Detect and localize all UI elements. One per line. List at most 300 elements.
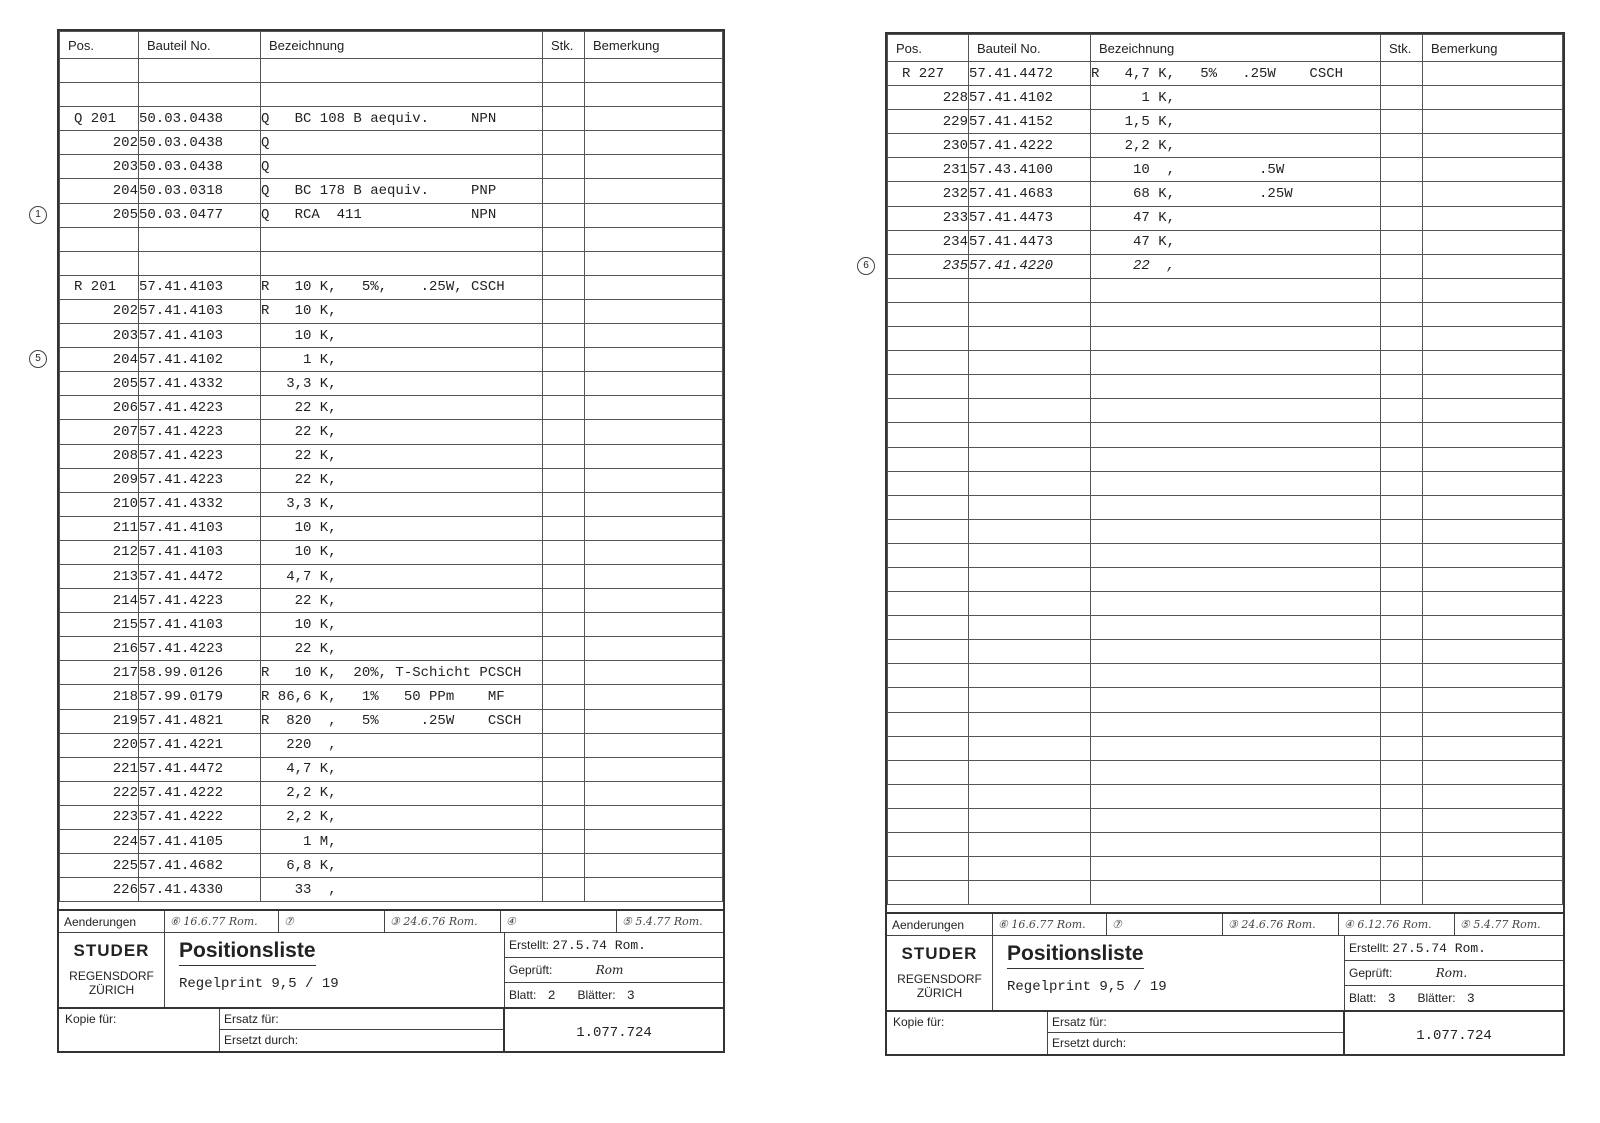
table-row xyxy=(60,203,723,227)
pos-cell xyxy=(888,471,969,495)
description-cell: 22 K, xyxy=(261,589,543,613)
pos-cell xyxy=(888,712,969,736)
pos-cell xyxy=(888,736,969,760)
part-number-cell xyxy=(969,423,1091,447)
remark-cell xyxy=(1423,784,1563,808)
remark-cell xyxy=(1423,616,1563,640)
parts-table xyxy=(887,34,1563,905)
pos-cell: 218 xyxy=(60,685,139,709)
table-row xyxy=(888,447,1563,471)
part-number-cell xyxy=(969,375,1091,399)
remark-cell xyxy=(585,372,723,396)
remark-cell xyxy=(1423,664,1563,688)
revision-6: ⑥ 16.6.77 Rom. xyxy=(165,911,279,932)
description-cell xyxy=(261,59,543,83)
remark-cell xyxy=(1423,592,1563,616)
remark-cell xyxy=(585,589,723,613)
table-row xyxy=(60,227,723,251)
description-cell xyxy=(1091,833,1381,857)
pos-cell xyxy=(888,616,969,640)
description-cell xyxy=(1091,640,1381,664)
quantity-cell xyxy=(1381,182,1423,206)
pos-cell: 205 xyxy=(60,203,139,227)
part-number-cell xyxy=(969,784,1091,808)
parts-list-sheet-3 xyxy=(863,32,1565,1056)
pos-cell: 229 xyxy=(888,110,969,134)
table-row xyxy=(60,637,723,661)
part-number-cell xyxy=(969,399,1091,423)
pos-cell: 209 xyxy=(60,468,139,492)
remark-cell xyxy=(1423,230,1563,254)
description-cell xyxy=(1091,808,1381,832)
remark-cell xyxy=(1423,278,1563,302)
table-row xyxy=(888,399,1563,423)
remark-cell xyxy=(585,131,723,155)
remark-cell xyxy=(585,878,723,902)
parts-list-sheet-2 xyxy=(35,29,725,1053)
replace-block xyxy=(1047,1012,1345,1054)
remark-cell xyxy=(1423,760,1563,784)
table-row xyxy=(60,781,723,805)
pos-cell xyxy=(60,83,139,107)
description-cell: Q xyxy=(261,131,543,155)
pos-cell: 226 xyxy=(60,878,139,902)
description-cell xyxy=(1091,327,1381,351)
description-cell: 6,8 K, xyxy=(261,854,543,878)
table-row xyxy=(888,254,1563,278)
remark-cell xyxy=(1423,495,1563,519)
sign-block xyxy=(1345,936,1563,1010)
doc-title: Positionsliste xyxy=(179,939,316,966)
city-line-1: REGENSDORF xyxy=(69,969,154,983)
description-cell: 47 K, xyxy=(1091,206,1381,230)
header-remark: Bemerkung xyxy=(585,32,723,59)
part-number-cell xyxy=(969,640,1091,664)
part-number-cell: 50.03.0318 xyxy=(139,179,261,203)
part-number-cell xyxy=(969,351,1091,375)
changes-label: Aenderungen xyxy=(59,911,165,932)
part-number-cell: 57.41.4330 xyxy=(139,878,261,902)
table-row xyxy=(60,589,723,613)
checked-signature: Rom xyxy=(595,963,624,977)
part-number-cell: 57.41.4103 xyxy=(139,299,261,323)
part-number-cell: 57.41.4103 xyxy=(139,516,261,540)
quantity-cell xyxy=(543,661,585,685)
pos-cell xyxy=(888,640,969,664)
part-number-cell xyxy=(969,278,1091,302)
revision-7: ⑦ xyxy=(1107,914,1223,935)
quantity-cell xyxy=(1381,327,1423,351)
part-number-cell: 57.41.4102 xyxy=(969,86,1091,110)
pos-cell: 225 xyxy=(60,854,139,878)
part-number-cell: 57.41.4473 xyxy=(969,230,1091,254)
part-number-cell: 57.41.4223 xyxy=(139,420,261,444)
quantity-cell xyxy=(1381,857,1423,881)
revision-row xyxy=(887,914,1563,936)
remark-cell xyxy=(585,348,723,372)
table-row xyxy=(888,688,1563,712)
table-row xyxy=(888,808,1563,832)
header-pos: Pos. xyxy=(888,35,969,62)
description-cell: 22 K, xyxy=(261,637,543,661)
table-row xyxy=(888,182,1563,206)
remark-cell xyxy=(1423,567,1563,591)
pos-cell xyxy=(888,302,969,326)
description-cell: 47 K, xyxy=(1091,230,1381,254)
description-cell: 2,2 K, xyxy=(1091,134,1381,158)
part-number-cell: 57.41.4223 xyxy=(139,444,261,468)
remark-cell xyxy=(585,275,723,299)
document-number: 1.077.724 xyxy=(1416,1028,1492,1044)
description-cell: 1 K, xyxy=(261,348,543,372)
table-row xyxy=(888,664,1563,688)
remark-cell xyxy=(585,107,723,131)
pos-cell: 234 xyxy=(888,230,969,254)
part-number-cell: 57.41.4103 xyxy=(139,540,261,564)
part-number-cell: 57.43.4100 xyxy=(969,158,1091,182)
pos-cell: 203 xyxy=(60,155,139,179)
part-number-cell: 58.99.0126 xyxy=(139,661,261,685)
table-row xyxy=(888,495,1563,519)
description-cell: R 10 K, xyxy=(261,299,543,323)
pos-cell xyxy=(888,664,969,688)
description-cell xyxy=(1091,375,1381,399)
changes-label: Aenderungen xyxy=(887,914,993,935)
company-block xyxy=(59,933,165,1007)
remark-cell xyxy=(1423,399,1563,423)
quantity-cell xyxy=(543,107,585,131)
header-remark: Bemerkung xyxy=(1423,35,1563,62)
pos-cell xyxy=(888,543,969,567)
pos-cell: 215 xyxy=(60,613,139,637)
quantity-cell xyxy=(543,251,585,275)
pos-cell xyxy=(888,857,969,881)
description-cell xyxy=(1091,857,1381,881)
remark-cell xyxy=(1423,736,1563,760)
part-number-cell xyxy=(969,808,1091,832)
remark-cell xyxy=(1423,158,1563,182)
copy-label: Kopie für: xyxy=(893,1015,945,1029)
title-row xyxy=(59,933,723,1009)
description-cell: 68 K, .25W xyxy=(1091,182,1381,206)
pos-cell: 205 xyxy=(60,372,139,396)
pos-cell: 214 xyxy=(60,589,139,613)
description-cell: Q RCA 411 NPN xyxy=(261,203,543,227)
replace-label: Ersatz für: xyxy=(1047,1012,1343,1033)
quantity-cell xyxy=(1381,495,1423,519)
quantity-cell xyxy=(1381,254,1423,278)
remark-cell xyxy=(1423,375,1563,399)
pos-cell: R 227 xyxy=(888,62,969,86)
quantity-cell xyxy=(543,444,585,468)
quantity-cell xyxy=(543,83,585,107)
table-row xyxy=(888,423,1563,447)
remark-cell xyxy=(585,637,723,661)
description-cell: 33 , xyxy=(261,878,543,902)
table-row xyxy=(888,230,1563,254)
quantity-cell xyxy=(543,275,585,299)
doc-subtitle: Regelprint 9,5 / 19 xyxy=(1007,979,1167,995)
remark-cell xyxy=(1423,833,1563,857)
remark-cell xyxy=(1423,327,1563,351)
pos-cell xyxy=(888,592,969,616)
header-part: Bauteil No. xyxy=(969,35,1091,62)
header-pos: Pos. xyxy=(60,32,139,59)
quantity-cell xyxy=(543,227,585,251)
table-row xyxy=(888,302,1563,326)
remark-cell xyxy=(585,757,723,781)
table-row xyxy=(60,251,723,275)
quantity-cell xyxy=(543,131,585,155)
pos-cell xyxy=(888,327,969,351)
remark-cell xyxy=(585,299,723,323)
quantity-cell xyxy=(543,348,585,372)
remark-cell xyxy=(585,59,723,83)
pos-cell: 204 xyxy=(60,179,139,203)
title-row xyxy=(887,936,1563,1012)
part-number-cell xyxy=(969,833,1091,857)
quantity-cell xyxy=(543,878,585,902)
part-number-cell: 57.41.4472 xyxy=(969,62,1091,86)
remark-cell xyxy=(1423,447,1563,471)
part-number-cell xyxy=(969,519,1091,543)
pos-cell: 235 xyxy=(888,254,969,278)
quantity-cell xyxy=(543,564,585,588)
table-row xyxy=(888,110,1563,134)
checked-row xyxy=(505,958,723,983)
quantity-cell xyxy=(1381,110,1423,134)
table-row xyxy=(888,62,1563,86)
part-number-cell xyxy=(969,471,1091,495)
quantity-cell xyxy=(1381,206,1423,230)
created-label: Erstellt: xyxy=(509,938,550,952)
quantity-cell xyxy=(543,540,585,564)
table-row xyxy=(60,757,723,781)
replace-label: Ersatz für: xyxy=(219,1009,503,1030)
description-cell xyxy=(1091,399,1381,423)
remark-cell xyxy=(585,709,723,733)
quantity-cell xyxy=(543,757,585,781)
table-row xyxy=(60,131,723,155)
description-cell: R 10 K, 20%, T-Schicht PCSCH xyxy=(261,661,543,685)
remark-cell xyxy=(585,516,723,540)
description-cell xyxy=(1091,495,1381,519)
description-cell: Q xyxy=(261,155,543,179)
pos-cell: 224 xyxy=(60,830,139,854)
quantity-cell xyxy=(543,179,585,203)
header-part: Bauteil No. xyxy=(139,32,261,59)
sheet-row xyxy=(505,983,723,1008)
quantity-cell xyxy=(1381,230,1423,254)
description-cell: 4,7 K, xyxy=(261,564,543,588)
table-row xyxy=(60,324,723,348)
created-value: 27.5.74 Rom. xyxy=(552,938,646,953)
quantity-cell xyxy=(1381,688,1423,712)
sheet-value: 3 xyxy=(1387,991,1396,1006)
sheet-label: Blatt: xyxy=(509,988,537,1002)
remark-cell xyxy=(1423,134,1563,158)
quantity-cell xyxy=(543,420,585,444)
part-number-cell: 57.41.4332 xyxy=(139,372,261,396)
table-row xyxy=(888,592,1563,616)
remark-cell xyxy=(1423,640,1563,664)
pos-cell xyxy=(888,495,969,519)
description-cell xyxy=(1091,447,1381,471)
parts-table xyxy=(59,31,723,902)
quantity-cell xyxy=(1381,712,1423,736)
part-number-cell: 57.41.4472 xyxy=(139,757,261,781)
table-row xyxy=(888,640,1563,664)
table-row xyxy=(60,444,723,468)
remark-cell xyxy=(1423,543,1563,567)
part-number-cell xyxy=(969,592,1091,616)
quantity-cell xyxy=(1381,519,1423,543)
table-row xyxy=(60,107,723,131)
pos-cell xyxy=(888,881,969,905)
table-row xyxy=(888,736,1563,760)
part-number-cell xyxy=(139,251,261,275)
table-row xyxy=(60,854,723,878)
part-number-cell xyxy=(969,736,1091,760)
part-number-cell: 57.41.4105 xyxy=(139,830,261,854)
pos-cell: 217 xyxy=(60,661,139,685)
table-row xyxy=(60,299,723,323)
remark-cell xyxy=(585,685,723,709)
description-cell xyxy=(1091,688,1381,712)
part-number-cell xyxy=(969,495,1091,519)
remark-cell xyxy=(1423,302,1563,326)
doc-title-block xyxy=(165,933,505,1007)
part-number-cell: 57.41.4223 xyxy=(139,637,261,661)
description-cell xyxy=(1091,423,1381,447)
city-line-2: ZÜRICH xyxy=(916,986,963,1000)
quantity-cell xyxy=(543,589,585,613)
description-cell xyxy=(1091,881,1381,905)
description-cell: 3,3 K, xyxy=(261,492,543,516)
pos-cell: 232 xyxy=(888,182,969,206)
table-row xyxy=(60,468,723,492)
checked-row xyxy=(1345,961,1563,986)
table-row xyxy=(888,784,1563,808)
table-row xyxy=(60,516,723,540)
table-row xyxy=(888,760,1563,784)
quantity-cell xyxy=(543,733,585,757)
description-cell: 2,2 K, xyxy=(261,805,543,829)
remark-cell xyxy=(1423,351,1563,375)
table-row xyxy=(60,540,723,564)
part-number-cell: 50.03.0438 xyxy=(139,131,261,155)
quantity-cell xyxy=(543,372,585,396)
part-number-cell: 57.41.4472 xyxy=(139,564,261,588)
part-number-cell: 57.41.4222 xyxy=(139,805,261,829)
pos-cell: R 201 xyxy=(60,275,139,299)
description-cell xyxy=(1091,519,1381,543)
table-row xyxy=(60,275,723,299)
revision-mark: 5 xyxy=(29,350,47,368)
doc-title: Positionsliste xyxy=(1007,942,1144,969)
description-cell xyxy=(1091,784,1381,808)
part-number-cell: 50.03.0477 xyxy=(139,203,261,227)
checked-label: Geprüft: xyxy=(1349,966,1393,980)
part-number-cell: 50.03.0438 xyxy=(139,107,261,131)
description-cell xyxy=(1091,351,1381,375)
header-desc: Bezeichnung xyxy=(261,32,543,59)
table-row xyxy=(888,351,1563,375)
part-number-cell xyxy=(969,616,1091,640)
pos-cell xyxy=(888,567,969,591)
table-row xyxy=(888,375,1563,399)
quantity-cell xyxy=(1381,158,1423,182)
remark-cell xyxy=(585,830,723,854)
sheets-label: Blätter: xyxy=(1417,991,1456,1005)
remark-cell xyxy=(585,227,723,251)
description-cell xyxy=(1091,664,1381,688)
part-number-cell: 50.03.0438 xyxy=(139,155,261,179)
remark-cell xyxy=(1423,254,1563,278)
pos-cell xyxy=(60,59,139,83)
part-number-cell: 57.41.4102 xyxy=(139,348,261,372)
copy-label: Kopie für: xyxy=(65,1012,117,1026)
pos-cell: 223 xyxy=(60,805,139,829)
remark-cell xyxy=(585,444,723,468)
part-number-cell xyxy=(139,227,261,251)
part-number-cell: 57.41.4103 xyxy=(139,324,261,348)
part-number-cell: 57.41.4103 xyxy=(139,275,261,299)
sign-block xyxy=(505,933,723,1007)
table-row xyxy=(60,59,723,83)
header-qty: Stk. xyxy=(1381,35,1423,62)
part-number-cell: 57.41.4223 xyxy=(139,396,261,420)
pos-cell: 202 xyxy=(60,299,139,323)
quantity-cell xyxy=(1381,134,1423,158)
description-cell: R 4,7 K, 5% .25W CSCH xyxy=(1091,62,1381,86)
description-cell: 10 K, xyxy=(261,540,543,564)
part-number-cell xyxy=(969,567,1091,591)
part-number-cell xyxy=(969,712,1091,736)
table-row xyxy=(888,206,1563,230)
remark-cell xyxy=(1423,206,1563,230)
part-number-cell: 57.41.4332 xyxy=(139,492,261,516)
part-number-cell: 57.41.4682 xyxy=(139,854,261,878)
quantity-cell xyxy=(543,685,585,709)
description-cell: 22 K, xyxy=(261,420,543,444)
table-row xyxy=(888,278,1563,302)
revision-4: ④ xyxy=(501,911,617,932)
part-number-cell: 57.41.4473 xyxy=(969,206,1091,230)
remark-cell xyxy=(585,733,723,757)
part-number-cell xyxy=(969,664,1091,688)
part-number-cell xyxy=(969,327,1091,351)
table-row xyxy=(60,83,723,107)
quantity-cell xyxy=(1381,760,1423,784)
table-row xyxy=(60,564,723,588)
table-row xyxy=(60,733,723,757)
part-number-cell: 57.41.4103 xyxy=(139,613,261,637)
sheets-value: 3 xyxy=(1466,991,1475,1006)
remark-cell xyxy=(585,540,723,564)
remark-cell xyxy=(585,155,723,179)
part-number-cell xyxy=(969,881,1091,905)
pos-cell: 207 xyxy=(60,420,139,444)
checked-signature: Rom. xyxy=(1435,966,1468,980)
remark-cell xyxy=(1423,110,1563,134)
remark-cell xyxy=(585,420,723,444)
part-number-cell xyxy=(969,760,1091,784)
table-row xyxy=(60,396,723,420)
doc-title-block xyxy=(993,936,1345,1010)
remark-cell xyxy=(1423,808,1563,832)
description-cell: 3,3 K, xyxy=(261,372,543,396)
